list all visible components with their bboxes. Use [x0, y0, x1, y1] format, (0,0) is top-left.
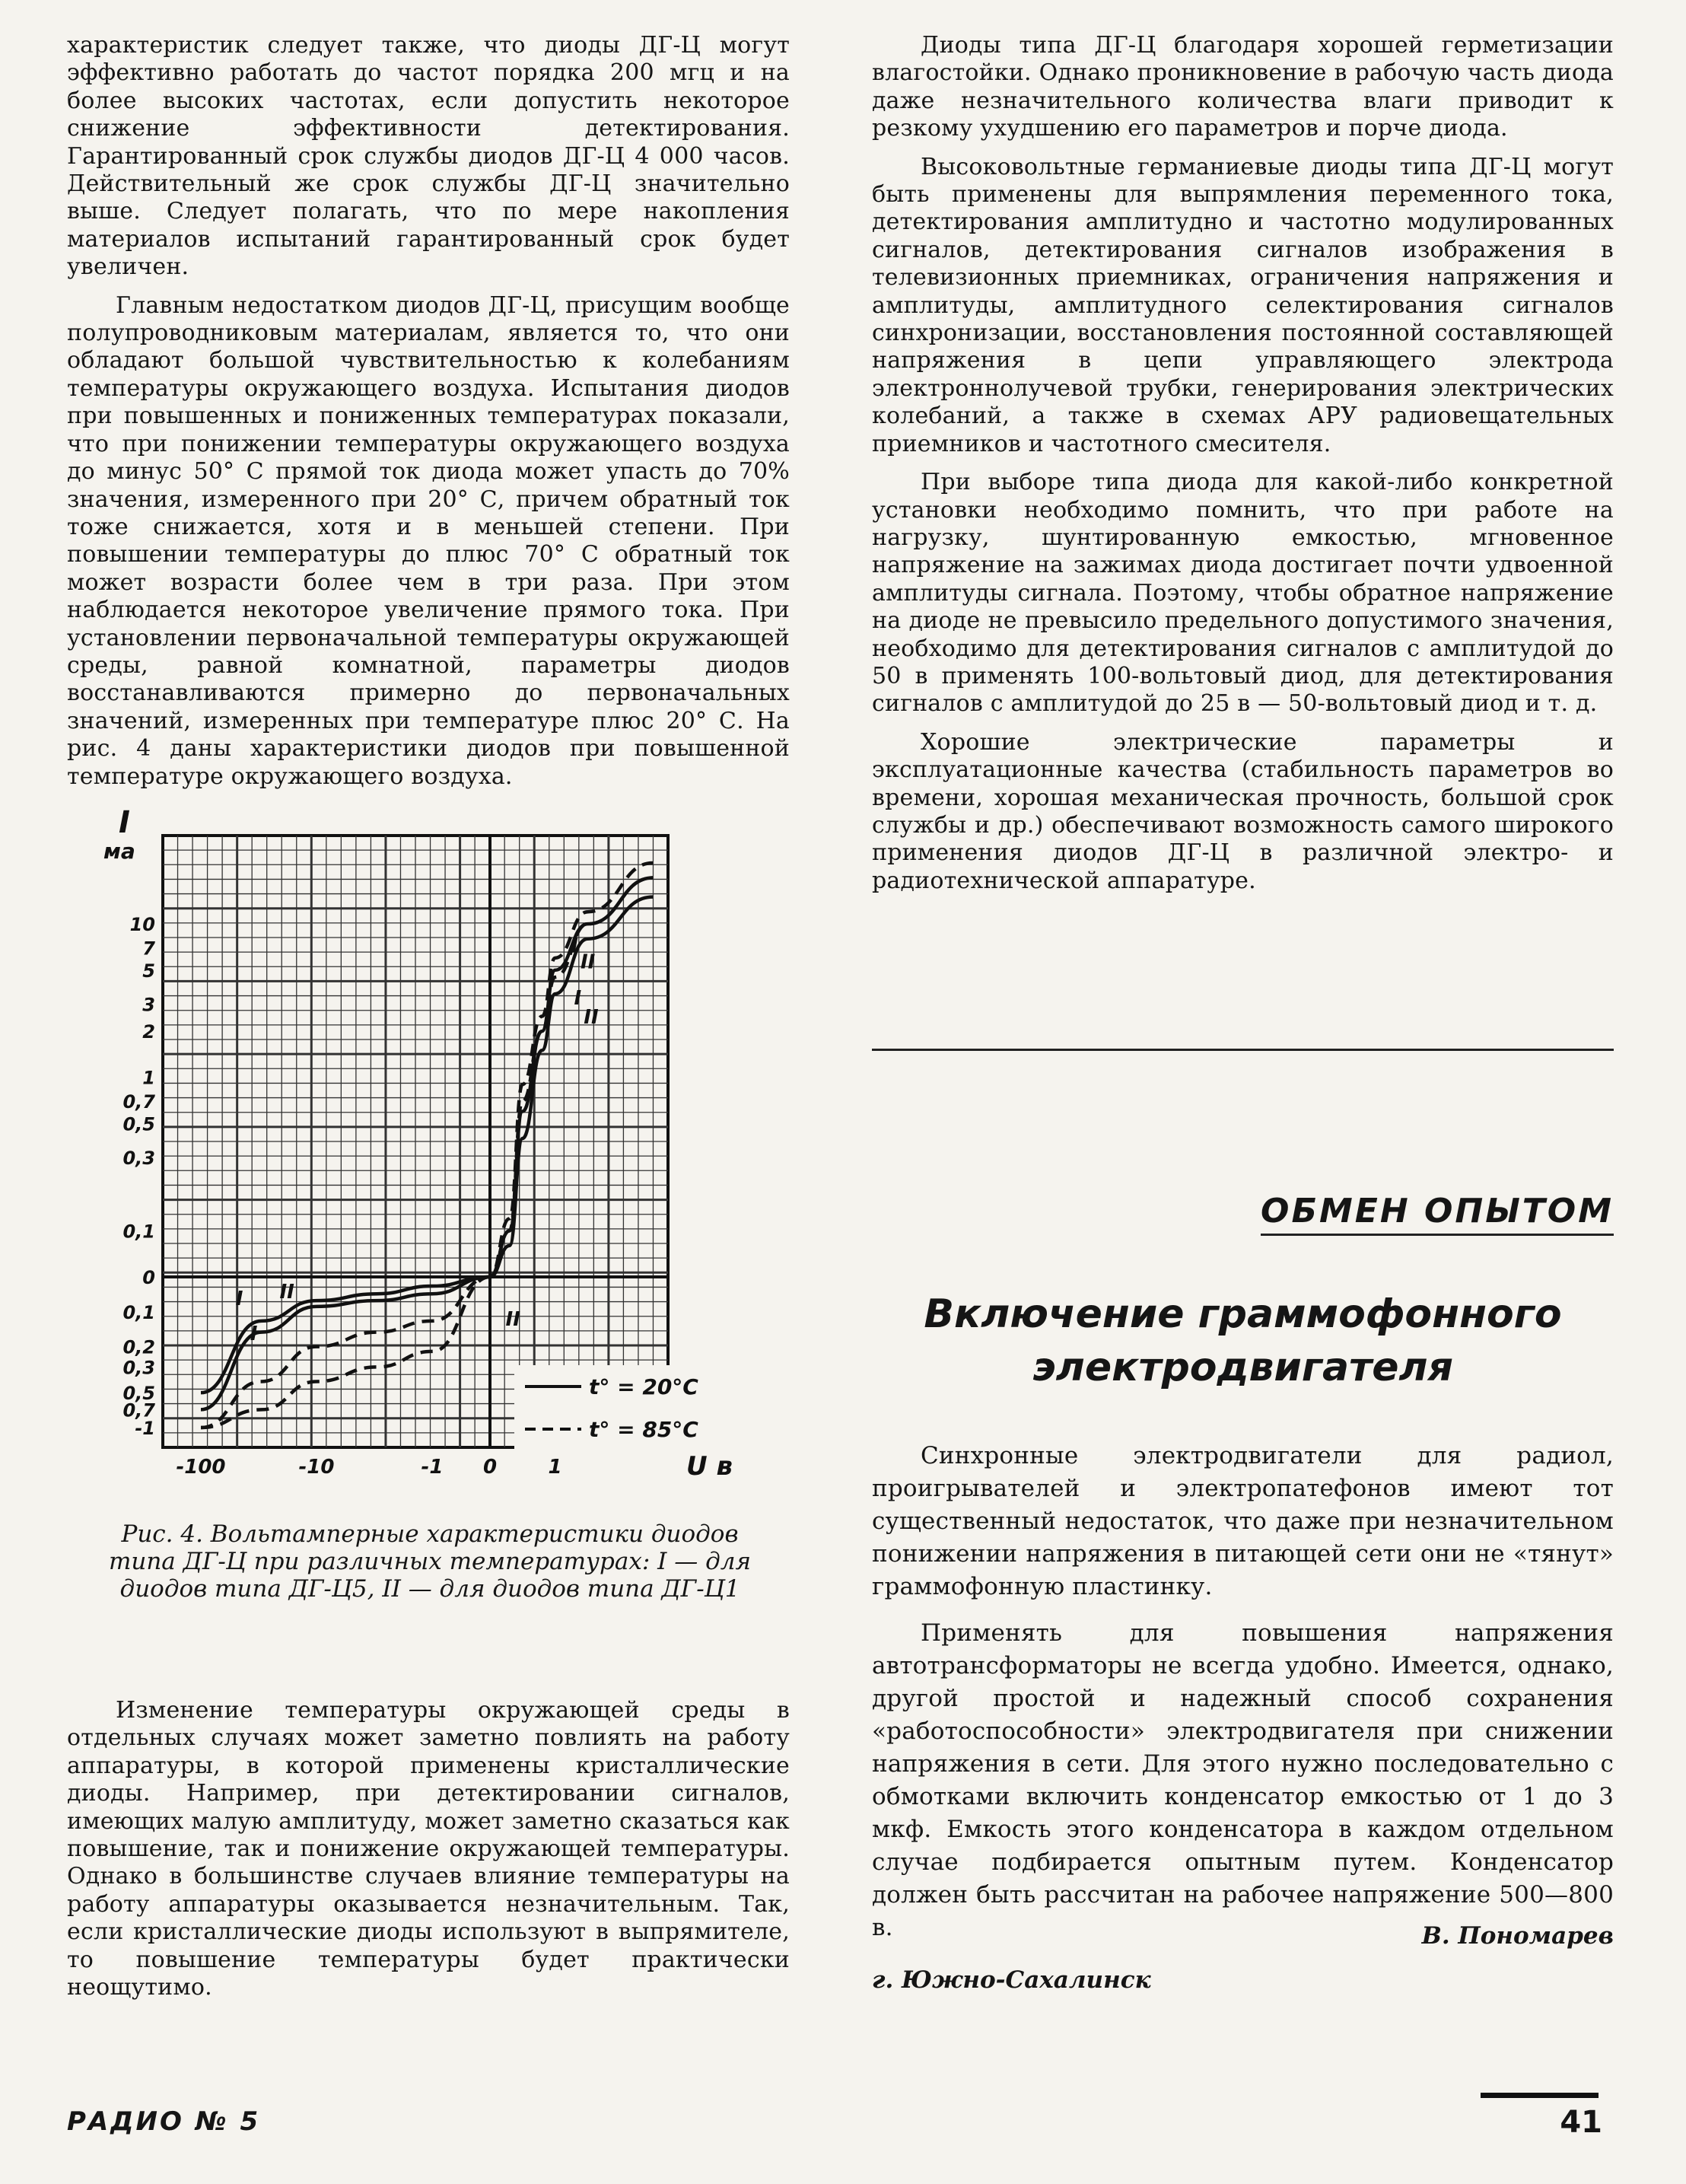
legend-entry: t° = 20°C [589, 1374, 698, 1399]
series-line [201, 863, 653, 1428]
paragraph: Диоды типа ДГ-Ц благодаря хорошей герметизации влагостойки. Однако проникновение в рабочую часть диода даже незначительного количества влаги приводит к резкому ухудшению его параметров и порче диода. [872, 32, 1614, 142]
y-tick-label: 0,5 [122, 1383, 155, 1405]
chart-xlabel: U в [686, 1451, 733, 1482]
x-tick-label: -1 [421, 1456, 444, 1479]
y-tick-label: 0,2 [122, 1336, 155, 1358]
page-number: 41 [1560, 2105, 1602, 2140]
chart-legend [514, 1365, 698, 1450]
footer-journal: РАДИО № 5 [67, 2106, 261, 2137]
article-author: В. Пономарев [1421, 1922, 1614, 1950]
section-divider [872, 1049, 1614, 1051]
y-tick-label: 10 [129, 914, 155, 936]
chart-ylabel: I [119, 807, 130, 840]
y-tick-label: 5 [142, 960, 155, 982]
curve-label: I [250, 1322, 258, 1345]
figure-4 [90, 807, 759, 1492]
chart-ylabel-unit: ма [103, 839, 135, 864]
paragraph: Высоковольтные германиевые диоды типа ДГ-Ц могут быть применены для выпрямления переменного тока, детектирования амплитудно и частотно модулированных сигналов, детектирования сигналов изображения в телевизионных приемниках, ограничения напряжения и амплитуды, амплитудного селектирования сигналов синхронизации, восстановления постоянной составляющей напряжения в цепи управляющего электрода электроннолучевой трубки, генерирования электрических колебаний, а также в схемах АРУ радиовещательных приемников и частотного смесителя. [872, 153, 1614, 457]
y-tick-label: 0 [142, 1267, 155, 1288]
footer-rule [1481, 2093, 1599, 2098]
left-column-top [67, 32, 790, 791]
x-tick-label: 1 [548, 1456, 562, 1479]
y-tick-label: 2 [142, 1021, 155, 1043]
curve-label: II [584, 1006, 599, 1030]
paragraph: Изменение температуры окружающей среды в отдельных случаях может заметно повлиять на работу аппаратуры, в которой применены кристаллические диоды. Например, при детектировании сигналов, имеющих малую амплитуду, может заметно сказаться как повышение, так и понижение окружающей температуры. Однако в большинстве случаев влияние температуры на работу аппаратуры оказывается незначительным. Так, если кристаллические диоды используют в выпрямителе, то повышение температуры будет практически неощутимо. [67, 1697, 790, 2001]
paragraph: Синхронные электродвигатели для радиол, проигрывателей и электропатефонов имеют тот существенный недостаток, что даже при незначительном понижении напряжения в питающей сети они не «тянут» граммофонную пластинку. [872, 1442, 1614, 1600]
paragraph: При выборе типа диода для какой-либо конкретной установки необходимо помнить, что при работе на нагрузку, шунтированную емкостью, мгновенное напряжение на зажимах диода достигает почти удвоенной амплитуды сигнала. Поэтому, чтобы обратное напряжение на диоде не превысило предельного допустимого значения, необходимо для детектирования сигналов с амплитудой до 50 в применять 100-вольтовый диод, для детектирования сигналов с амплитудой до 25 в — 50-вольтовый диод и т. д. [872, 469, 1614, 718]
paragraph: Хорошие электрические параметры и эксплуатационные качества (стабильность параметров во времени, хорошая механическая прочность, большой срок службы и др.) обеспечивают возможность самого широкого применения диодов ДГ-Ц в различной электро- и радиотехнической аппаратуре. [872, 728, 1614, 894]
article-body [872, 1440, 1614, 1944]
y-tick-label: 7 [142, 938, 155, 960]
curve-label: II [279, 1281, 294, 1304]
right-column [872, 32, 1614, 895]
curve-label: II [505, 1307, 520, 1331]
paragraph: Применять для повышения напряжения автотрансформаторы не всегда удобно. Имеется, однако, другой простой и надежный способ сохранения «работоспособности» электродвигателя при снижении напряжения в сети. Для этого нужно последовательно с обмотками включить конденсатор емкостью от 1 до 3 мкф. Емкость этого конденсатора в каждом отдельном случае подбирается опытным путем. Конденсатор должен быть рассчитан на рабочее напряжение 500—800 в. [872, 1619, 1614, 1941]
y-tick-label: 0,5 [122, 1113, 155, 1135]
x-tick-label: 0 [482, 1456, 498, 1479]
curve-label: II [581, 950, 596, 974]
y-tick-label: -1 [135, 1418, 155, 1439]
chart-curve-labels [236, 934, 599, 1345]
y-tick-label: 3 [142, 994, 155, 1016]
x-tick-label: -10 [298, 1456, 335, 1479]
y-tick-label: 0,1 [122, 1221, 155, 1243]
paragraph: характеристик следует также, что диоды ДГ-Ц могут эффективно работать до частот порядка 200 мгц и на более высоких частотах, если допустить некоторое снижение эффективности детектирования. Гарантированный срок службы диодов ДГ-Ц 4 000 часов. Действительный же срок службы ДГ-Ц значительно выше. Следует полагать, что по мере накопления материалов испытаний гарантированный срок будет увеличен. [67, 32, 790, 281]
left-column-bottom [67, 1697, 790, 2001]
x-tick-label: -100 [176, 1456, 226, 1479]
section-title: ОБМЕН ОПЫТОМ [1261, 1192, 1614, 1236]
figure-caption: Рис. 4. Вольтамперные характеристики диодов типа ДГ-Ц при различных температурах: I — для диодов типа ДГ-Ц5, II — для диодов типа ДГ-Ц1 [108, 1520, 752, 1603]
article-place: г. Южно-Сахалинск [872, 1966, 1151, 1994]
curve-label: I [571, 934, 578, 958]
paragraph: Главным недостатком диодов ДГ-Ц, присущим вообще полупроводниковым материалам, является то, что они обладают большой чувствительностью к колебаниям температуры окружающего воздуха. Испытания диодов при повышенных и пониженных температурах показали, что при понижении температуры окружающего воздуха до минус 50° С прямой ток диода может упасть до 70% значения, измеренного при 20° С, причем обратный ток тоже снижается, хотя и в меньшей степени. При повышении температуры до плюс 70° С обратный ток может возрасти более чем в три раза. При этом наблюдается некоторое увеличение прямого тока. При установлении первоначальной температуры окружающей среды, равной комнатной, параметры диодов восстанавливаются примерно до первоначальных значений, измеренных при температуре плюс 20° С. На рис. 4 даны характеристики диодов при повышенной температуре окружающего воздуха. [67, 291, 790, 790]
iv-chart [90, 807, 759, 1492]
legend-entry: t° = 85°C [589, 1417, 698, 1442]
chart-curves [201, 863, 653, 1428]
y-tick-label: 0,1 [122, 1301, 155, 1323]
y-tick-label: 1 [142, 1067, 155, 1089]
curve-label: I [574, 986, 582, 1010]
y-tick-label: 0,7 [122, 1399, 155, 1422]
y-tick-label: 0,7 [122, 1090, 155, 1113]
y-tick-label: 0,3 [122, 1357, 155, 1379]
article-headline: Включение граммофонного электродвигателя [924, 1291, 1562, 1390]
y-tick-label: 0,3 [122, 1148, 155, 1170]
curve-label: I [235, 1288, 243, 1311]
chart-tick-labels [122, 914, 561, 1479]
